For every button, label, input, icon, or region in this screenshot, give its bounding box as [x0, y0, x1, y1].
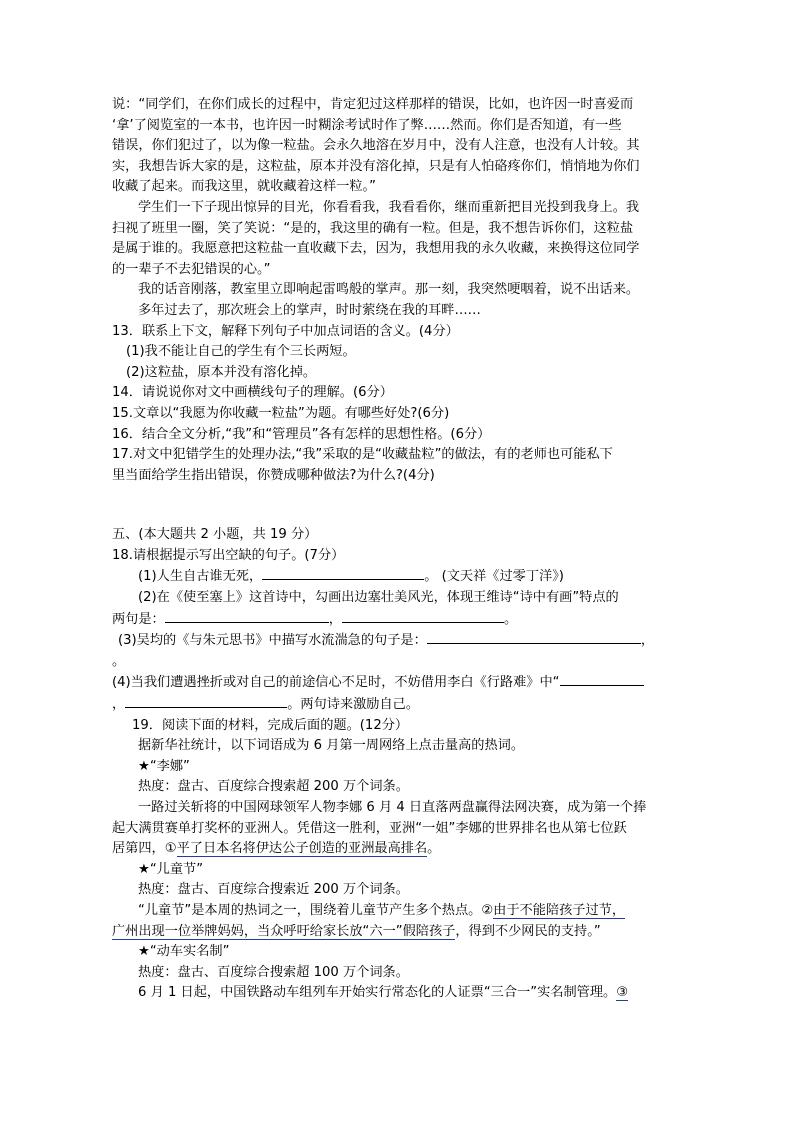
question-text: (3)吴均的《与朱元思书》中描写水流湍急的句子是： [118, 633, 427, 649]
question-17: 17.对文中犯错学生的处理办法,“我”采取的是“收藏盐粒”的做法，有的老师也可能私下 [112, 447, 613, 463]
answer-blank[interactable] [165, 609, 329, 623]
question-18-3 [112, 630, 682, 652]
material-text: 6 月 1 日起，中国铁路动车组列车开始实行常态化的人证票“三合一”实名制管理。 [138, 985, 617, 1001]
material-text: ，得到不少网民的支持。” [455, 923, 601, 939]
answer-blank[interactable] [560, 672, 644, 686]
material-text: 居第四，① [112, 841, 177, 857]
material-text: 。 [427, 841, 441, 857]
material-line [112, 901, 682, 922]
question-13-2: (2)这粒盐，原本并没有溶化掉。 [126, 364, 317, 380]
story-line: 扫视了班里一圈，笑了笑说：“是的，我这里的确有一粒。但是，我不想告诉你们，这粒盐 [112, 220, 634, 236]
material-text: “儿童节”是本周的热词之一，围绕着儿童节产生多个热点。② [138, 902, 494, 918]
exam-page [112, 95, 682, 1004]
story-line: 是属于谁的。我愿意把这粒盐一直收藏下去，因为，我想用我的永久收藏，来换得这位同学 [112, 241, 640, 257]
answer-blank[interactable] [262, 566, 424, 580]
hot-word-heat: 热度：盘古、百度综合搜索近 200 万个词条。 [138, 882, 409, 898]
question-13-1: (1)我不能让自己的学生有个三长两短。 [126, 344, 356, 360]
question-text: (1)人生自古谁无死， [138, 569, 263, 585]
answer-blank[interactable] [342, 609, 504, 623]
answer-blank[interactable] [125, 694, 287, 708]
story-line: 实，我想告诉大家的是，这粒盐，原本并没有溶化掉，只是有人怕硌疼你们，悄悄地为你们 [112, 158, 640, 174]
question-text: 。 (文天祥《过零丁洋》) [424, 569, 564, 585]
underlined-sentence: 平了日本名将伊达公子创造的亚洲最高排名 [176, 841, 428, 857]
hot-word-heat: 热度：盘古、百度综合搜索超 100 万个词条。 [138, 964, 409, 980]
story-line: 我的话音刚落，教室里立即响起雷鸣般的掌声。那一刻，我突然哽咽着，说不出话来。 [138, 282, 640, 298]
material-intro: 据新华社统计，以下词语成为 6 月第一周网络上点击量高的热词。 [138, 738, 525, 754]
section-heading: 五、(本大题共 2 小题，共 19 分） [112, 527, 318, 543]
underlined-sentence: ③ [616, 985, 629, 1001]
story-line: 学生们一下子现出惊异的目光，你看看我，我看看你，继而重新把目光投到我身上。我 [138, 199, 640, 215]
question-18-3-cont: 。 [112, 653, 126, 669]
hot-word-title: ★“李娜” [138, 758, 190, 774]
story-line: 的一辈子不去犯错误的心。” [112, 261, 271, 277]
question-text: 。 [503, 611, 518, 627]
question-17-cont: 里当面给学生指出错误，你赞成哪种做法?为什么?(4分) [112, 467, 435, 483]
question-text: 两句是： [112, 611, 165, 627]
underlined-sentence: 由于不能陪孩子过节， [493, 902, 626, 918]
story-line: 错误，你们犯过了，以为像一粒盐。会永久地溶在岁月中，没有人注意，也没有人计较。其 [112, 138, 640, 154]
story-line: 收藏了起来。而我这里，就收藏着这样一粒。” [112, 179, 376, 195]
question-18: 18.请根据提示写出空缺的句子。(7分） [112, 547, 345, 563]
hot-word-title: ★“动车实名制” [138, 944, 230, 960]
story-line: 说：“同学们，在你们成长的过程中，肯定犯过这样那样的错误，比如，也许因一时喜爱而 [112, 97, 634, 112]
question-18-4 [112, 672, 682, 694]
question-text: (4)当我们遭遇挫折或对自己的前途信心不足时，不妨借用李白《行路难》中“ [112, 675, 560, 691]
question-18-2-cont [112, 609, 682, 631]
material-line: 起大满贯赛单打奖杯的亚洲人。凭借这一胜利，亚洲“一姐”李娜的世界排名也从第七位跃 [112, 820, 627, 836]
material-line [112, 922, 682, 943]
question-text: ， [640, 633, 654, 649]
question-18-2: (2)在《使至塞上》这首诗中，勾画出边塞壮美风光，体现王维诗“诗中有画”特点的 [138, 590, 619, 606]
question-16: 16．结合全文分析,“我”和“管理员”各有怎样的思想性格。(6分） [112, 426, 491, 442]
question-text: 。两句诗来激励自己。 [287, 697, 420, 713]
question-13: 13．联系上下文，解释下列句子中加点词语的含义。(4分） [112, 323, 459, 339]
question-text: ， [112, 697, 126, 713]
material-line: 一路过关斩将的中国网球领军人物李娜 6 月 4 日直落两盘赢得法网决赛，成为第一个捧 [138, 800, 647, 815]
question-18-4-cont [112, 694, 682, 716]
question-18-1 [112, 566, 682, 588]
hot-word-heat: 热度：盘古、百度综合搜索超 200 万个词条。 [138, 779, 409, 795]
story-line: 多年过去了，那次班会上的掌声，时时萦绕在我的耳畔…… [138, 302, 481, 318]
question-14: 14．请说说你对文中画横线句子的理解。(6分） [112, 385, 393, 401]
hot-word-title: ★“儿童节” [138, 861, 204, 877]
material-line [112, 983, 682, 1004]
answer-blank[interactable] [427, 630, 641, 644]
question-15: 15.文章以“我愿为你收藏一粒盐”为题。有哪些好处?(6分) [112, 405, 450, 421]
question-text: ， [328, 611, 342, 627]
story-line: ‘拿’了阅览室的一本书，也许因一时糊涂考试时作了弊……然而。你们是否知道，有一些 [112, 117, 622, 133]
underlined-sentence: 广州出现一位举牌妈妈，当众呼吁给家长放“六一”假陪孩子 [112, 923, 456, 939]
question-19: 19．阅读下面的材料，完成后面的题。(12分） [132, 717, 409, 733]
material-line [112, 839, 682, 860]
